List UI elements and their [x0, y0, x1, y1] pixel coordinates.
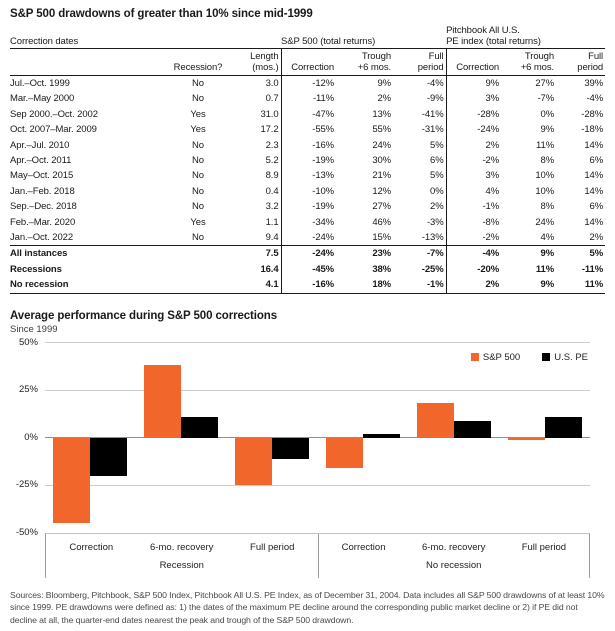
cell: -2% — [446, 153, 501, 168]
cell: 14% — [584, 185, 604, 197]
cell: 24% — [535, 216, 555, 228]
cell: No — [192, 232, 204, 244]
cell: 10% — [535, 185, 555, 197]
bar-u-s-pe — [181, 417, 218, 438]
x-category-label: Full period — [521, 541, 567, 553]
cell: 11% — [536, 139, 555, 151]
table-row — [10, 138, 605, 153]
y-tick-label: -50% — [15, 526, 38, 538]
cell: 4% — [446, 184, 501, 199]
cell: 3% — [446, 91, 501, 106]
plot-area — [45, 343, 590, 533]
cell: 8% — [540, 201, 555, 213]
cell: 30% — [372, 155, 392, 167]
cell: 2% — [589, 232, 604, 244]
cell: -24% — [446, 122, 501, 137]
cell: 12% — [372, 185, 392, 197]
cell: 5% — [430, 170, 444, 182]
cell: Jan.–Feb. 2018 — [10, 185, 75, 197]
y-tick-label: 0% — [24, 431, 38, 443]
cell: Yes — [190, 124, 206, 136]
legend-swatch-icon — [471, 353, 479, 361]
cell: 0.4 — [265, 185, 279, 197]
cell: 3.0 — [265, 78, 279, 89]
x-category-label: Correction — [341, 541, 386, 553]
cell: No — [192, 185, 204, 197]
bar-s-p-500 — [144, 365, 181, 437]
cell: No — [192, 139, 204, 151]
x-axis-group — [46, 534, 318, 578]
cell: 5.2 — [265, 155, 279, 167]
cell: 2% — [446, 277, 501, 293]
cell: 5% — [556, 246, 605, 262]
cell: 14% — [584, 139, 604, 151]
cell: Mar.–May 2000 — [10, 93, 75, 105]
cell: No — [192, 93, 204, 105]
bar-chart — [10, 336, 605, 581]
legend-label: U.S. PE — [554, 351, 588, 363]
cell: 2.3 — [265, 139, 279, 151]
cell: 6% — [589, 155, 604, 167]
cell: No — [192, 201, 204, 213]
table-row — [10, 215, 605, 230]
x-axis — [45, 533, 590, 578]
x-category-label: 6-mo. recovery — [422, 541, 486, 553]
cell: 0.7 — [265, 93, 279, 105]
cell: 0% — [540, 108, 555, 120]
cell: -31% — [421, 124, 444, 136]
cell: -11% — [581, 263, 604, 275]
cell: 17.2 — [260, 124, 279, 136]
x-group-label: No recession — [426, 559, 482, 571]
table-row — [10, 153, 605, 168]
table-body — [10, 76, 605, 246]
legend-swatch-icon — [542, 353, 550, 361]
cell: 2% — [430, 201, 444, 213]
summary-row — [10, 246, 605, 262]
gridline — [45, 342, 590, 343]
sub-header-row — [10, 49, 605, 76]
y-tick-label: 50% — [18, 336, 38, 348]
table-summary-body — [10, 246, 605, 293]
cell: 8.9 — [265, 170, 279, 182]
cell: 13% — [372, 108, 392, 120]
legend-item — [471, 352, 520, 363]
cell: -24% — [281, 246, 336, 262]
cell: No — [192, 170, 204, 182]
cell: May–Oct. 2015 — [10, 170, 74, 182]
cell: -28% — [581, 108, 604, 120]
cell: -7% — [393, 246, 446, 262]
cell: 24% — [372, 139, 392, 151]
cell: 1.1 — [265, 216, 279, 228]
sub-header-pe-full: Full period — [556, 49, 605, 76]
table-row — [10, 122, 605, 137]
cell: Yes — [190, 108, 206, 120]
sub-header-sp-trough: Trough +6 mos. — [336, 49, 393, 76]
cell: 8% — [540, 155, 555, 167]
y-tick-label: 25% — [18, 384, 38, 396]
cell: 46% — [372, 216, 392, 228]
cell: -20% — [446, 262, 501, 277]
cell: 4% — [540, 232, 555, 244]
cell: Jan.–Oct. 2022 — [10, 232, 74, 244]
cell: All instances — [10, 246, 170, 262]
cell: -41% — [421, 108, 444, 120]
cell: 9% — [377, 78, 392, 89]
cell: 14% — [584, 216, 604, 228]
cell: -19% — [281, 153, 336, 168]
cell: 27% — [372, 201, 392, 213]
table-row — [10, 76, 605, 92]
cell: -34% — [281, 215, 336, 230]
x-category-label: Full period — [250, 541, 295, 553]
cell: Recessions — [10, 263, 62, 275]
cell: 31.0 — [260, 108, 279, 120]
cell: 6% — [430, 155, 444, 167]
cell — [170, 246, 228, 262]
sub-header-length: Length (mos.) — [228, 49, 281, 76]
table-row — [10, 91, 605, 106]
cell: -2% — [446, 230, 501, 246]
legend-item — [542, 352, 588, 363]
x-category-label: 6-mo. recovery — [150, 541, 214, 553]
cell: 38% — [372, 263, 392, 275]
cell: Jul.–Oct. 1999 — [10, 78, 70, 89]
cell: 23% — [336, 246, 393, 262]
cell: -12% — [281, 76, 336, 92]
cell: Feb.–Mar. 2020 — [10, 216, 76, 228]
cell: Sep 2000.–Oct. 2002 — [10, 108, 98, 120]
cell: 9% — [501, 246, 556, 262]
cell: 11% — [556, 277, 605, 293]
cell: -47% — [281, 107, 336, 122]
cell: -28% — [446, 107, 501, 122]
group-header-sp500: S&P 500 (total returns) — [281, 25, 446, 49]
table-row — [10, 107, 605, 122]
group-header-row — [10, 25, 605, 49]
summary-row — [10, 277, 605, 293]
bar-s-p-500 — [235, 438, 272, 486]
cell: 15% — [372, 232, 392, 244]
cell: 21% — [372, 170, 392, 182]
cell: -19% — [281, 199, 336, 214]
sub-header-pe-correction: Correction — [446, 49, 501, 76]
summary-row — [10, 262, 605, 277]
sub-header-pe-trough: Trough +6 mos. — [501, 49, 556, 76]
group-header-correction-dates: Correction dates — [10, 25, 281, 49]
bar-s-p-500 — [508, 438, 545, 440]
bar-s-p-500 — [326, 438, 363, 468]
y-tick-label: -25% — [15, 479, 38, 491]
cell: 3.2 — [265, 201, 279, 213]
cell: Apr.–Oct. 2011 — [10, 155, 72, 167]
legend — [471, 352, 588, 363]
cell: 2% — [377, 93, 392, 105]
x-category-label: Correction — [69, 541, 114, 553]
table-row — [10, 199, 605, 214]
x-group-label: Recession — [159, 559, 204, 571]
cell: 3% — [446, 168, 501, 183]
bar-u-s-pe — [90, 438, 127, 476]
cell: No recession — [10, 277, 170, 293]
legend-label: S&P 500 — [482, 351, 521, 363]
cell: Yes — [190, 216, 206, 228]
cell: 27% — [535, 78, 555, 89]
cell: -8% — [446, 215, 501, 230]
cell: No — [192, 155, 204, 167]
cell: -3% — [426, 216, 444, 228]
bar-s-p-500 — [417, 403, 454, 437]
cell: -4% — [586, 93, 604, 105]
cell: -11% — [281, 91, 336, 106]
cell: 55% — [372, 124, 392, 136]
cell: 11% — [535, 263, 555, 275]
cell: 7.5 — [228, 246, 281, 262]
cell: -7% — [537, 93, 555, 105]
cell: 6% — [589, 201, 604, 213]
gridline — [45, 390, 590, 391]
bar-u-s-pe — [272, 438, 309, 459]
cell: -1% — [446, 199, 501, 214]
table-row — [10, 184, 605, 199]
cell: -13% — [281, 168, 336, 183]
cell: -55% — [281, 122, 336, 137]
cell: -4% — [426, 78, 444, 89]
cell: -25% — [421, 263, 444, 275]
bar-u-s-pe — [545, 417, 582, 438]
cell — [170, 277, 228, 293]
cell: -16% — [281, 277, 336, 293]
cell: 16.4 — [260, 263, 279, 275]
chart-subtitle: Since 1999 — [10, 323, 58, 335]
cell: 10% — [535, 170, 555, 182]
x-axis-group — [318, 534, 590, 578]
cell: -4% — [446, 246, 501, 262]
page-title: S&P 500 drawdowns of greater than 10% since mid-1999 — [10, 8, 313, 20]
cell: Sep.–Dec. 2018 — [10, 201, 77, 213]
cell: -9% — [426, 93, 444, 105]
cell: Oct. 2007–Mar. 2009 — [10, 124, 97, 136]
source-note: Sources: Bloomberg, Pitchbook, S&P 500 Index, Pitchbook All U.S. PE Index, as of December 31, 2004. Data includes all S&P 500 drawdowns of at least 10% since 1999. PE drawdowns were defined as: 1) the dates of the maximum PE decline around the corresponding public market decline or 2) if PE did not decline at all, the quarter-end dates nearest the peak and trough of the S&P 500 drawdown. — [10, 589, 605, 625]
cell: 9% — [540, 124, 555, 136]
cell: 0% — [430, 185, 444, 197]
group-header-pe-index: Pitchbook All U.S. PE index (total returns) — [446, 25, 605, 49]
table-row — [10, 168, 605, 183]
bar-u-s-pe — [363, 434, 400, 438]
cell: Apr.–Jul. 2010 — [10, 139, 70, 151]
bar-u-s-pe — [454, 421, 491, 438]
cell: -24% — [281, 230, 336, 246]
sub-header-blank — [10, 49, 170, 76]
cell: 4.1 — [228, 277, 281, 293]
sub-header-recession: Recession? — [170, 49, 228, 76]
cell: 18% — [336, 277, 393, 293]
bar-s-p-500 — [53, 438, 90, 524]
cell: -45% — [281, 262, 336, 277]
sub-header-sp-correction: Correction — [281, 49, 336, 76]
cell: No — [192, 78, 204, 89]
table-row — [10, 230, 605, 246]
cell: -13% — [421, 232, 444, 244]
cell: 9.4 — [265, 232, 279, 244]
cell: -10% — [281, 184, 336, 199]
cell: 9% — [501, 277, 556, 293]
cell: 5% — [430, 139, 444, 151]
cell: 9% — [446, 76, 501, 92]
cell: -1% — [393, 277, 446, 293]
gridline — [45, 485, 590, 486]
chart-title: Average performance during S&P 500 corrections — [10, 309, 278, 322]
sub-header-sp-full: Full period — [393, 49, 446, 76]
cell — [170, 262, 228, 277]
cell: 14% — [584, 170, 604, 182]
cell: 2% — [446, 138, 501, 153]
cell: -18% — [581, 124, 604, 136]
cell: 39% — [584, 78, 604, 89]
cell: -16% — [281, 138, 336, 153]
drawdown-table — [10, 25, 605, 294]
